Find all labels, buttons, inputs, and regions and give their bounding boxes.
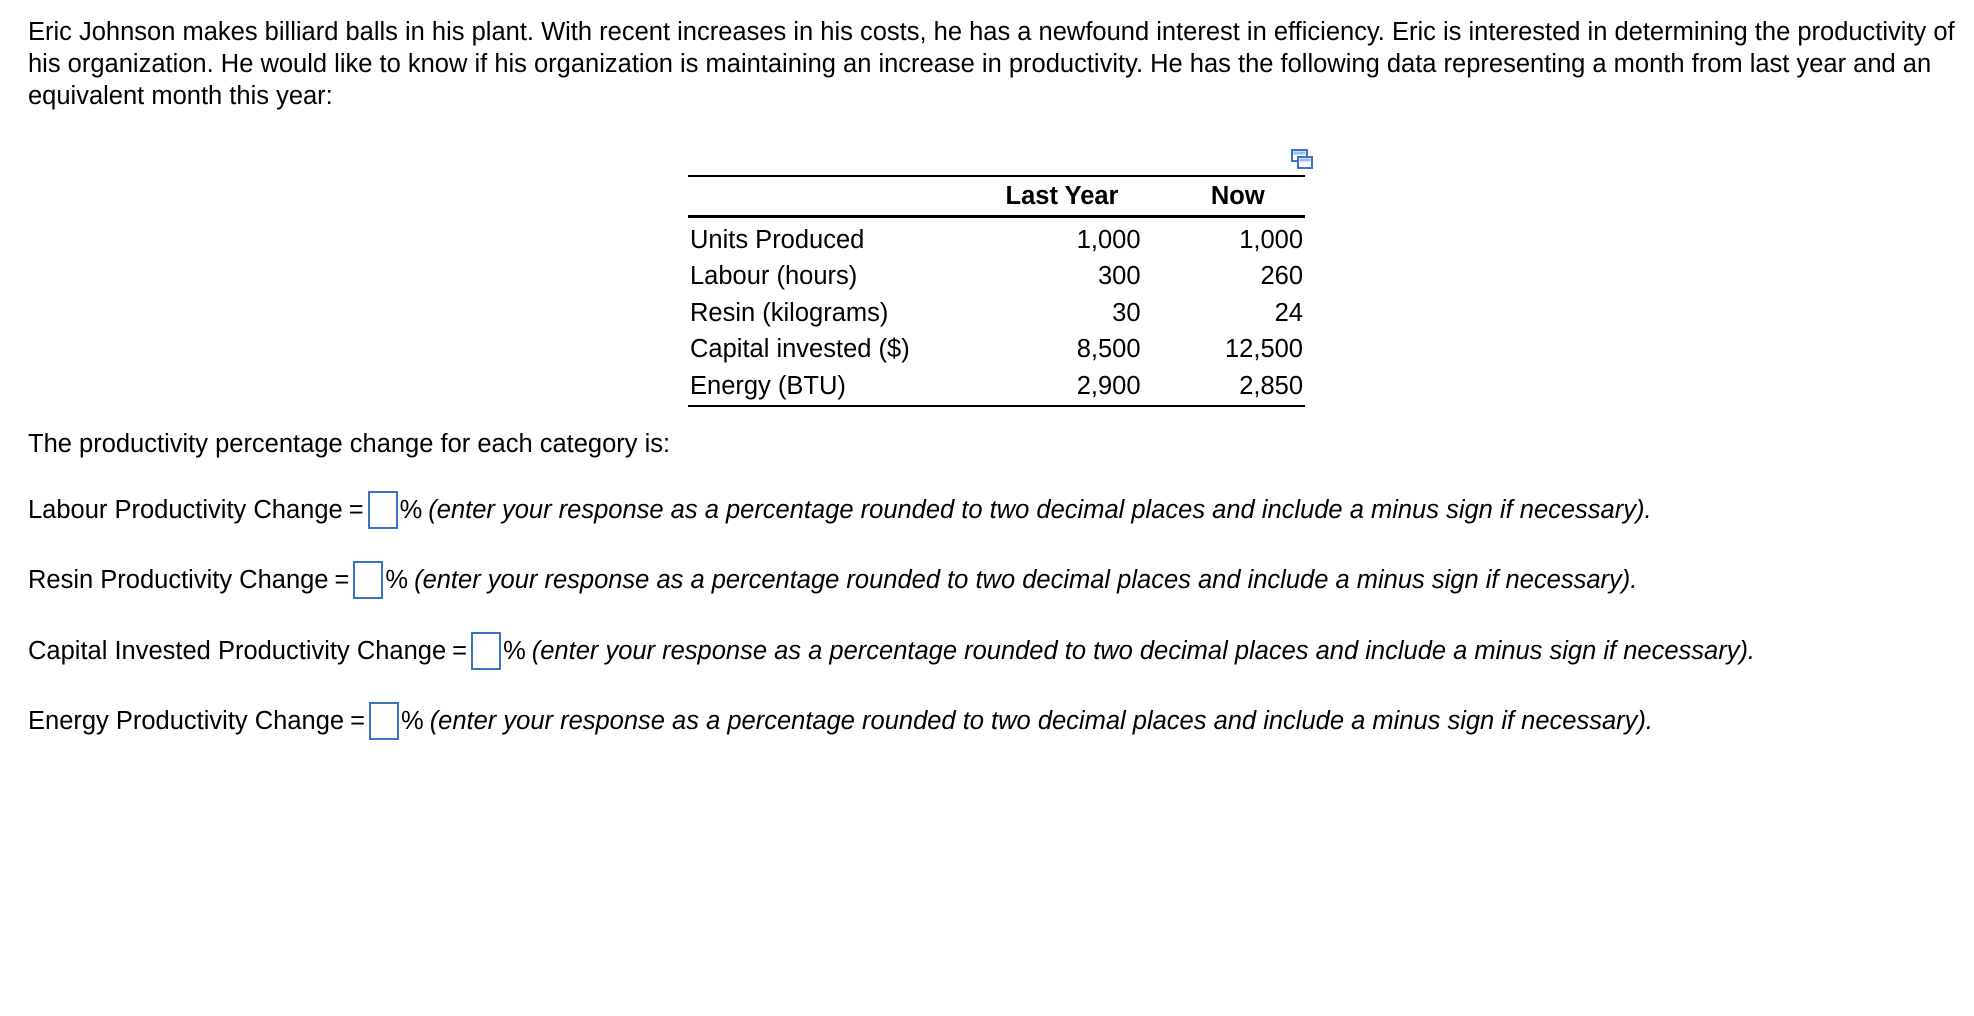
header-now: Now (1141, 176, 1305, 217)
energy-change-row (28, 702, 1653, 740)
capital-change-input[interactable] (471, 632, 501, 670)
labour-change-row (28, 491, 1652, 529)
equals-sign: = (350, 707, 365, 735)
table-row (688, 295, 1305, 332)
percent-sign: % (503, 637, 526, 665)
resin-change-row (28, 561, 1637, 599)
row-last-year: 2,900 (1076, 371, 1141, 400)
rounding-hint: (enter your response as a percentage rounded to two decimal places and include a minus sign if necessary). (531, 637, 1756, 665)
row-last-year: 300 (1098, 262, 1141, 291)
table-row (688, 368, 1305, 406)
equals-sign: = (452, 637, 468, 665)
header-label (688, 176, 953, 217)
row-now: 1,000 (1239, 225, 1303, 254)
data-table (688, 175, 1305, 407)
rounding-hint: (enter your response as a percentage rounded to two decimal places and include a minus sign if necessary). (429, 707, 1653, 735)
row-now: 2,850 (1239, 371, 1303, 400)
resin-change-input[interactable] (353, 561, 383, 599)
problem-intro: Eric Johnson makes billiard balls in his plant. With recent increases in his costs, he has a newfound interest in efficiency. Eric is interested in determining the productivity of his organization. He would like to know if his organization is maintaining an increase in productivity. He has the following data representing a month from last year and an equivalent month this year: (28, 18, 1955, 110)
row-now: 12,500 (1225, 335, 1303, 364)
table-row (688, 332, 1305, 369)
rounding-hint: (enter your response as a percentage rounded to two decimal places and include a minus sign if necessary). (428, 496, 1652, 524)
percent-sign: % (385, 566, 409, 594)
row-label: Units Produced (690, 225, 865, 254)
capital-change-row (28, 632, 1755, 670)
table-row (688, 217, 1305, 259)
energy-change-label: Energy Productivity Change (28, 707, 345, 735)
table-row (688, 259, 1305, 296)
row-now: 260 (1260, 262, 1303, 291)
percent-sign: % (399, 496, 423, 524)
question-prompt: The productivity percentage change for each category is: (28, 430, 671, 458)
labour-change-label: Labour Productivity Change (28, 496, 343, 524)
row-last-year: 30 (1112, 298, 1141, 327)
row-label: Capital invested ($) (690, 335, 910, 364)
rounding-hint: (enter your response as a percentage rounded to two decimal places and include a minus sign if necessary). (414, 566, 1638, 594)
capital-change-label: Capital Invested Productivity Change (28, 637, 447, 665)
row-now: 24 (1274, 298, 1303, 327)
row-label: Labour (hours) (690, 262, 858, 291)
equals-sign: = (334, 566, 350, 594)
labour-change-input[interactable] (368, 491, 398, 529)
table-header-row (688, 176, 1305, 217)
equals-sign: = (348, 496, 364, 524)
data-table-container (688, 175, 1305, 407)
row-label: Resin (kilograms) (690, 298, 889, 327)
energy-change-input[interactable] (369, 702, 399, 740)
row-last-year: 1,000 (1076, 225, 1141, 254)
percent-sign: % (401, 707, 424, 735)
row-label: Energy (BTU) (690, 371, 846, 400)
resin-change-label: Resin Productivity Change (28, 566, 329, 594)
copy-table-icon[interactable] (1290, 148, 1314, 170)
row-last-year: 8,500 (1076, 335, 1141, 364)
header-last-year: Last Year (953, 176, 1140, 217)
